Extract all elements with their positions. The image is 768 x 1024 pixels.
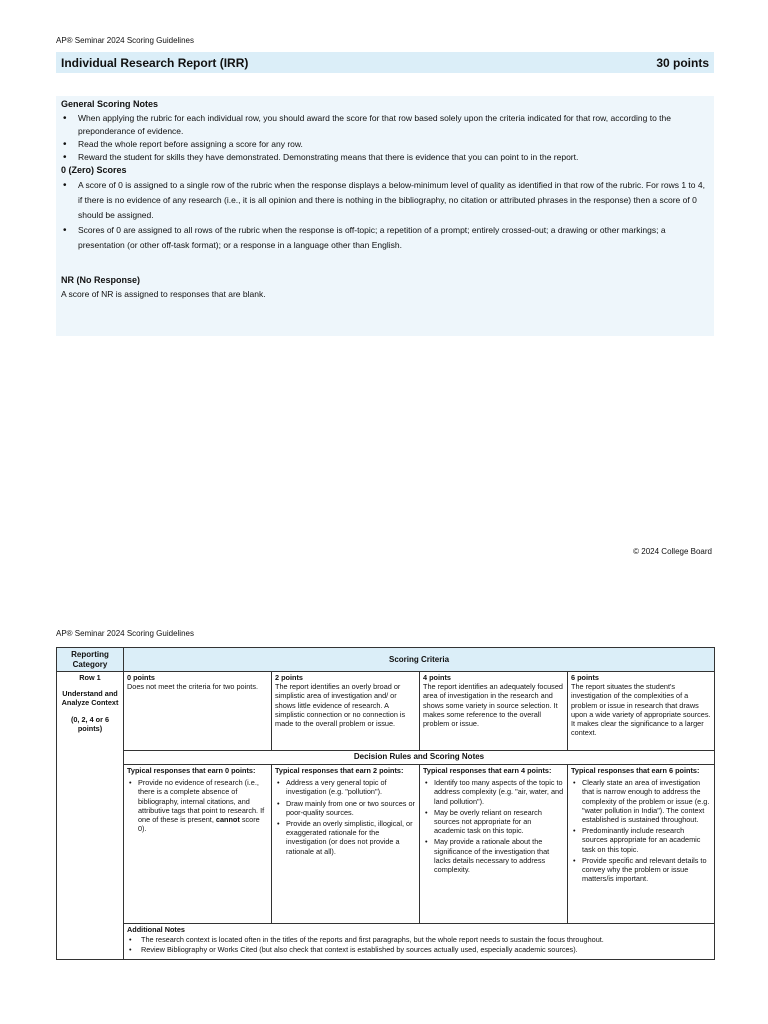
typical-0-cell <box>124 765 272 924</box>
level-text: The report situates the student's investigation of the complexities of a problem or issue in research that draws upon a wide variety of appropriate sources. It makes clear the significance to a larger context. <box>571 682 711 738</box>
typical-2-cell <box>272 765 420 924</box>
page-header-2: AP® Seminar 2024 Scoring Guidelines <box>56 629 194 638</box>
typical-item: • Identify too many aspects of the topic to address complexity (e.g. "air, water, and land pollution"). <box>423 778 564 806</box>
reporting-category-header: Reporting Category <box>57 648 124 672</box>
typical-list <box>571 778 711 883</box>
level-points: 2 points <box>275 673 303 682</box>
typical-item: • May be overly reliant on research sources not appropriate for an academic task on this topic. <box>423 808 564 836</box>
level-4-cell <box>420 672 568 751</box>
additional-note-item: • Review Bibliography or Works Cited (but also check that context is established by sources actually used, especially academic sources). <box>127 945 711 954</box>
level-2-cell <box>272 672 420 751</box>
typical-list <box>275 778 416 856</box>
level-points: 6 points <box>571 673 599 682</box>
scoring-criteria-header: Scoring Criteria <box>124 648 715 672</box>
title-bar <box>56 52 714 73</box>
zero-score-item: • Scores of 0 are assigned to all rows of the rubric when the response is off-topic; a repetition of a prompt; entirely crossed-out; a drawing or other markings; a presentation (or other off-task format); or a response in a language other than English. <box>61 223 709 253</box>
typical-heading: Typical responses that earn 4 points: <box>423 766 552 775</box>
typical-6-cell <box>568 765 715 924</box>
typical-list <box>127 778 268 833</box>
zero-score-item: • A score of 0 is assigned to a single row of the rubric when the response displays a below-minimum level of quality as identified in that row of the rubric. For rows 1 to 4, if there is no evidence of any research (i.e., it is all opinion and there is nothing in the bibliography, no citation or attributed phrases in the response) then a score of 0 should be assigned. <box>61 178 709 223</box>
level-text: The report identifies an overly broad or simplistic area of investigation and/ or shows little evidence of research. A simplistic connection or no connection is made to the overall problem or issue. <box>275 682 406 729</box>
typical-item: • Provide specific and relevant details to convey why the problem or issue matters/is important. <box>571 856 711 884</box>
typical-item: • May provide a rationale about the significance of the investigation that lacks details necessary to address complexity. <box>423 837 564 874</box>
level-6-cell <box>568 672 715 751</box>
typical-item: • Address a very general topic of investigation (e.g. "pollution"). <box>275 778 416 796</box>
typical-item: • Predominantly include research sources appropriate for an academic task on this topic. <box>571 826 711 854</box>
scoring-notes-box <box>56 96 714 336</box>
row-category-cell <box>57 672 124 960</box>
level-0-cell <box>124 672 272 751</box>
general-note-item: • Reward the student for skills they have demonstrated. Demonstrating means that there is evidence that you can point to in the report. <box>61 151 709 164</box>
row-range: (0, 2, 4 or 6 points) <box>70 714 110 733</box>
typical-item: • Draw mainly from one or two sources or poor-quality sources. <box>275 799 416 817</box>
typical-list <box>423 778 564 874</box>
copyright: © 2024 College Board <box>633 547 712 556</box>
additional-notes-list <box>127 935 711 954</box>
level-points: 4 points <box>423 673 451 682</box>
level-points: 0 points <box>127 673 155 682</box>
general-note-item: • When applying the rubric for each individual row, you should award the score for that row based solely upon the criteria indicated for that row, according to the preponderance of evidence. <box>61 112 709 138</box>
general-notes-heading: General Scoring Notes <box>61 99 159 109</box>
additional-notes-heading: Additional Notes <box>127 925 185 934</box>
general-notes-list <box>61 112 709 164</box>
nr-heading: NR (No Response) <box>61 275 141 285</box>
general-note-item: • Read the whole report before assigning a score for any row. <box>61 138 709 151</box>
typical-item: • Provide an overly simplistic, illogical, or exaggerated rationale for the investigation (or does not provide a rationale at all). <box>275 819 416 856</box>
additional-note-item: • The research context is located often in the titles of the reports and first paragraphs, but the whole report needs to sustain the focus throughout. <box>127 935 711 944</box>
typical-item: • Clearly state an area of investigation that is narrow enough to address the complexity of the problem or issue (e.g. "water pollution in India"). The context established is sustained throughout. <box>571 778 711 824</box>
typical-4-cell <box>420 765 568 924</box>
typical-item: • Provide no evidence of research (i.e., there is a complete absence of bibliography, internal citations, and attributive tags that point to research. If one of these is present, cannot score 0). <box>127 778 268 833</box>
page-header: AP® Seminar 2024 Scoring Guidelines <box>56 36 194 45</box>
typical-heading: Typical responses that earn 2 points: <box>275 766 404 775</box>
row-number: Row 1 <box>79 673 101 682</box>
level-text: The report identifies an adequately focused area of investigation in the research and shows some variety in source selection. It makes some reference to the overall problem or issue. <box>423 682 563 729</box>
typical-heading: Typical responses that earn 6 points: <box>571 766 700 775</box>
report-title: Individual Research Report (IRR) <box>61 55 249 70</box>
additional-notes-cell <box>124 924 715 960</box>
total-points: 30 points <box>656 55 709 70</box>
nr-text: A score of NR is assigned to responses that are blank. <box>61 289 266 299</box>
decision-rules-header: Decision Rules and Scoring Notes <box>124 751 715 765</box>
rubric-table <box>56 647 715 960</box>
level-text: Does not meet the criteria for two points. <box>127 682 258 692</box>
row-name: Understand and Analyze Context <box>61 689 119 708</box>
typical-heading: Typical responses that earn 0 points: <box>127 766 256 775</box>
zero-scores-heading: 0 (Zero) Scores <box>61 165 127 175</box>
zero-scores-list <box>61 178 709 253</box>
